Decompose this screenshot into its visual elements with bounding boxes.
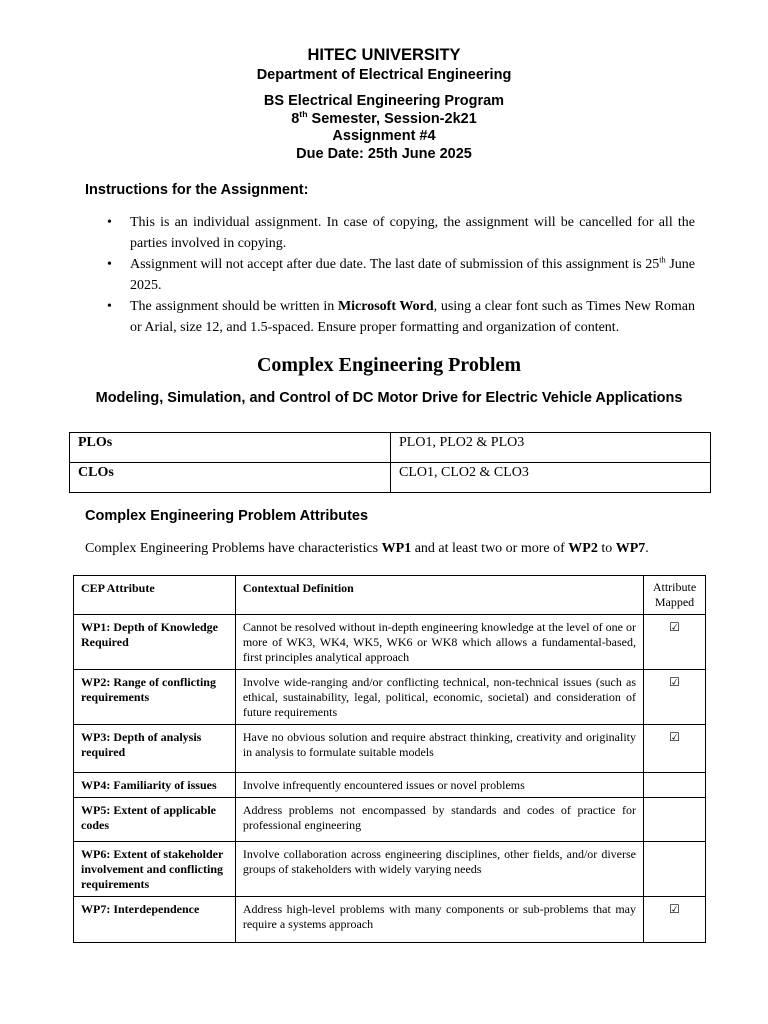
instruction-text: This is an individual assignment. In case of copying, the assignment will be cancelled for all the parties involved in copying. <box>130 215 695 251</box>
mapped-checkbox-icon: ☑ <box>644 725 706 773</box>
bullet-icon: • <box>107 215 112 230</box>
table-row <box>74 773 706 798</box>
mapped-checkbox-icon: ☑ <box>644 670 706 725</box>
definition-cell: Cannot be resolved without in-depth engineering knowledge at the level of one or more of WK3, WK4, WK5, WK6 or WK8 which allows a fundamental-based, first principles analytical approach <box>235 615 643 670</box>
para-bold: WP7 <box>615 541 646 556</box>
instruction-superscript: th <box>659 255 666 265</box>
para-text: to <box>597 541 616 556</box>
definition-cell: Involve infrequently encountered issues or novel problems <box>235 773 643 798</box>
para-text: Complex Engineering Problems have characteristics <box>85 541 382 556</box>
instruction-item <box>85 254 695 296</box>
para-text: . <box>645 541 649 556</box>
attribute-cell: WP6: Extent of stakeholder involvement and conflicting requirements <box>74 842 236 897</box>
definition-cell: Involve collaboration across engineering disciplines, other fields, and/or diverse groups of stakeholders with widely varying needs <box>235 842 643 897</box>
attribute-cell: WP5: Extent of applicable codes <box>74 798 236 842</box>
table-row <box>70 463 711 493</box>
table-row <box>74 842 706 897</box>
instructions-list <box>85 212 695 338</box>
cep-subtitle: Modeling, Simulation, and Control of DC Motor Drive for Electric Vehicle Applications <box>95 390 683 406</box>
outcomes-table <box>69 432 711 493</box>
university-name: HITEC UNIVERSITY <box>307 46 461 64</box>
instruction-text: The assignment should be written in <box>130 299 338 314</box>
table-row <box>70 433 711 463</box>
semester-line <box>0 111 768 127</box>
bullet-icon: • <box>107 257 112 272</box>
cep-title: Complex Engineering Problem <box>256 354 522 376</box>
definition-cell: Address problems not encompassed by standards and codes of practice for professional engineering <box>235 798 643 842</box>
attribute-cell: WP4: Familiarity of issues <box>74 773 236 798</box>
outcome-key: CLOs <box>70 463 391 493</box>
due-date: Due Date: 25th June 2025 <box>296 146 472 162</box>
attributes-heading: Complex Engineering Problem Attributes <box>85 508 369 524</box>
instruction-text: Assignment will not accept after due date. The last date of submission of this assignment is 25 <box>130 257 660 272</box>
table-row <box>74 670 706 725</box>
instruction-text-end: June 2025. <box>130 257 695 293</box>
column-header: Attribute Mapped <box>644 576 706 615</box>
instruction-text-end: , using a clear font such as Times New Roman or Arial, size 12, and 1.5-spaced. Ensure proper formatting and organization of content. <box>130 299 696 335</box>
cep-attributes-table <box>73 575 706 943</box>
department-name: Department of Electrical Engineering <box>256 67 512 83</box>
mapped-checkbox-icon: ☑ <box>644 615 706 670</box>
attribute-cell: WP3: Depth of analysis required <box>74 725 236 773</box>
semester-session: Semester, Session-2k21 <box>307 111 477 127</box>
outcome-value: PLO1, PLO2 & PLO3 <box>391 433 711 463</box>
instructions-heading: Instructions for the Assignment: <box>85 182 309 198</box>
attributes-paragraph <box>85 541 649 557</box>
mapped-checkbox-icon <box>644 842 706 897</box>
semester-superscript: th <box>299 109 308 120</box>
mapped-checkbox-icon <box>644 773 706 798</box>
mapped-checkbox-icon <box>644 798 706 842</box>
definition-cell: Have no obvious solution and require abstract thinking, creativity and originality in analysis to formulate suitable models <box>235 725 643 773</box>
column-header: Contextual Definition <box>235 576 643 615</box>
table-row <box>74 897 706 943</box>
semester-number: 8 <box>291 111 300 127</box>
instruction-item <box>85 296 695 338</box>
attribute-cell: WP2: Range of conflicting requirements <box>74 670 236 725</box>
definition-cell: Involve wide-ranging and/or conflicting technical, non-technical issues (such as ethical, sustainability, legal, political, economic, societal) and consideration of future requirements <box>235 670 643 725</box>
bullet-icon: • <box>107 299 112 314</box>
mapped-checkbox-icon: ☑ <box>644 897 706 943</box>
assignment-number: Assignment #4 <box>332 128 436 144</box>
table-header-row <box>74 576 706 615</box>
outcome-key: PLOs <box>70 433 391 463</box>
table-row <box>74 798 706 842</box>
program-name: BS Electrical Engineering Program <box>263 93 505 109</box>
table-row <box>74 725 706 773</box>
instruction-item <box>85 212 695 254</box>
table-row <box>74 615 706 670</box>
column-header: CEP Attribute <box>74 576 236 615</box>
definition-cell: Address high-level problems with many components or sub-problems that may require a systems approach <box>235 897 643 943</box>
para-bold: WP2 <box>568 541 598 556</box>
outcome-value: CLO1, CLO2 & CLO3 <box>391 463 711 493</box>
attribute-cell: WP7: Interdependence <box>74 897 236 943</box>
para-text: and at least two or more of <box>411 541 569 556</box>
instruction-bold-text: Microsoft Word <box>337 299 434 314</box>
attribute-cell: WP1: Depth of Knowledge Required <box>74 615 236 670</box>
para-bold: WP1 <box>381 541 412 556</box>
